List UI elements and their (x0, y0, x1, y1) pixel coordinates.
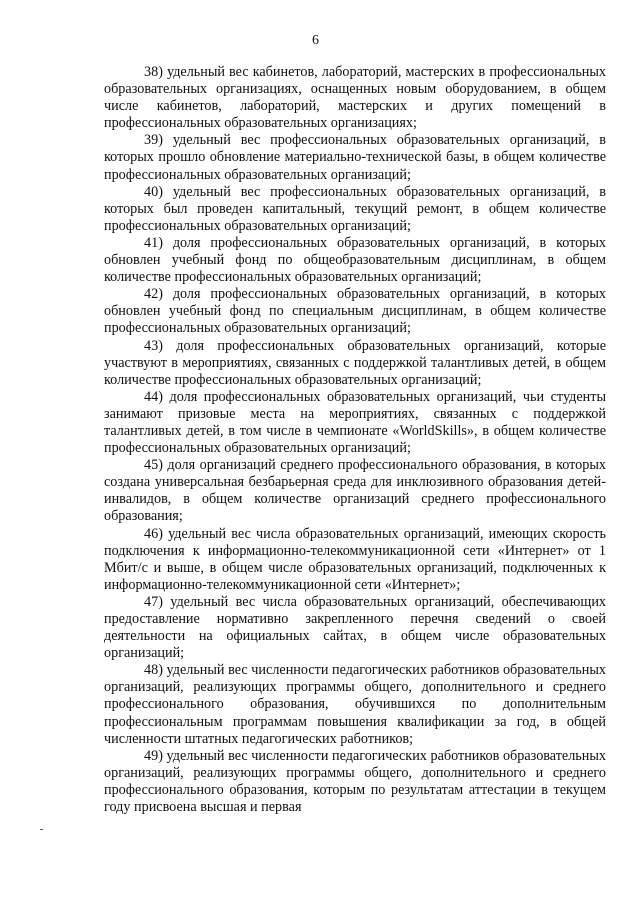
item-text: удельный вес профессиональных образовательных организаций, в которых был проведен капитальный, текущий ремонт, в общем количестве профессиональных образовательных организаций; (104, 183, 607, 234)
item-text: доля профессиональных образовательных организаций, которые участвуют в мероприятиях, связанных с поддержкой талантливых детей, в общем количестве профессиональных образовательных организаций; (104, 337, 607, 388)
item-text: удельный вес кабинетов, лабораторий, мастерских в профессиональных образовательных организациях, оснащенных новым оборудованием, в общем числе кабинетов, лабораторий, мастерских и других помещений в профессиональных образовательных организациях; (104, 64, 607, 132)
item-number: 45) (144, 457, 163, 474)
list-item-47 (104, 594, 606, 662)
list-item-44 (104, 389, 606, 457)
list-item-43 (104, 338, 606, 389)
item-number: 41) (144, 234, 163, 251)
item-number: 47) (144, 593, 163, 610)
item-number: 49) (144, 747, 163, 764)
page-number: 6 (312, 33, 319, 48)
item-text: доля профессиональных образовательных организаций, чьи студенты занимают призовые места на мероприятиях, связанных с поддержкой талантливых детей, в том числе в чемпионате «WorldSkills», в общем количестве профессиональных образовательных организаций; (104, 388, 606, 457)
list-item-41 (104, 235, 606, 286)
list-item-42 (104, 286, 606, 337)
list-item-40 (104, 184, 606, 235)
item-number: 39) (144, 132, 163, 149)
item-text: удельный вес численности педагогических работников образовательных организаций, реализующих программы общего, дополнительного и среднего профессионального образования, обучившихся по дополнительным профессиональным программам повышения квалификации за год, в общей численности штатных педагогических работников; (104, 662, 606, 747)
document-body (104, 64, 606, 816)
item-text: доля профессиональных образовательных организаций, в которых обновлен учебный фонд по специальным дисциплинам, в общем количестве профессиональных образовательных организаций; (104, 286, 607, 337)
item-number: 38) (144, 64, 163, 80)
scan-mark (40, 829, 43, 830)
item-number: 44) (144, 388, 163, 405)
list-item-45 (104, 457, 606, 525)
list-item-39 (104, 132, 606, 183)
item-number: 43) (144, 337, 163, 354)
item-text: удельный вес профессиональных образовательных организаций, в которых прошло обновление материально-технической базы, в общем количестве профессиональных образовательных организаций; (104, 132, 607, 183)
list-item-46 (104, 526, 606, 594)
list-item-49 (104, 748, 606, 816)
item-text: доля профессиональных образовательных организаций, в которых обновлен учебный фонд по общеобразовательным дисциплинам, в общем количестве профессиональных образовательных организаций; (104, 234, 607, 286)
list-item-38 (104, 64, 606, 132)
item-number: 46) (144, 525, 163, 542)
list-item-48 (104, 662, 606, 747)
item-text: удельный вес численности педагогических работников образовательных организаций, реализующих программы общего, дополнительного и среднего профессионального образования, которым по результатам аттестации в текущем году присвоена высшая и первая (104, 747, 606, 816)
item-number: 48) (144, 662, 163, 679)
item-number: 40) (144, 183, 163, 200)
item-text: доля организаций среднего профессионального образования, в которых создана универсальная безбарьерная среда для инклюзивного образования детей-инвалидов, в общем количестве организаций среднего профессионального образования; (104, 457, 607, 525)
item-number: 42) (144, 286, 163, 303)
item-text: удельный вес числа образовательных организаций, имеющих скорость подключения к информационно-телекоммуникационной сети «Интернет» от 1 Мбит/с и выше, в общем числе образовательных организаций, подключенных к информационно-телекоммуникационной сети «Интернет»; (104, 525, 607, 593)
item-text: удельный вес числа образовательных организаций, обеспечивающих предоставление нормативно закрепленного перечня сведений о своей деятельности на официальных сайтах, в общем числе образовательных организаций; (104, 593, 607, 662)
